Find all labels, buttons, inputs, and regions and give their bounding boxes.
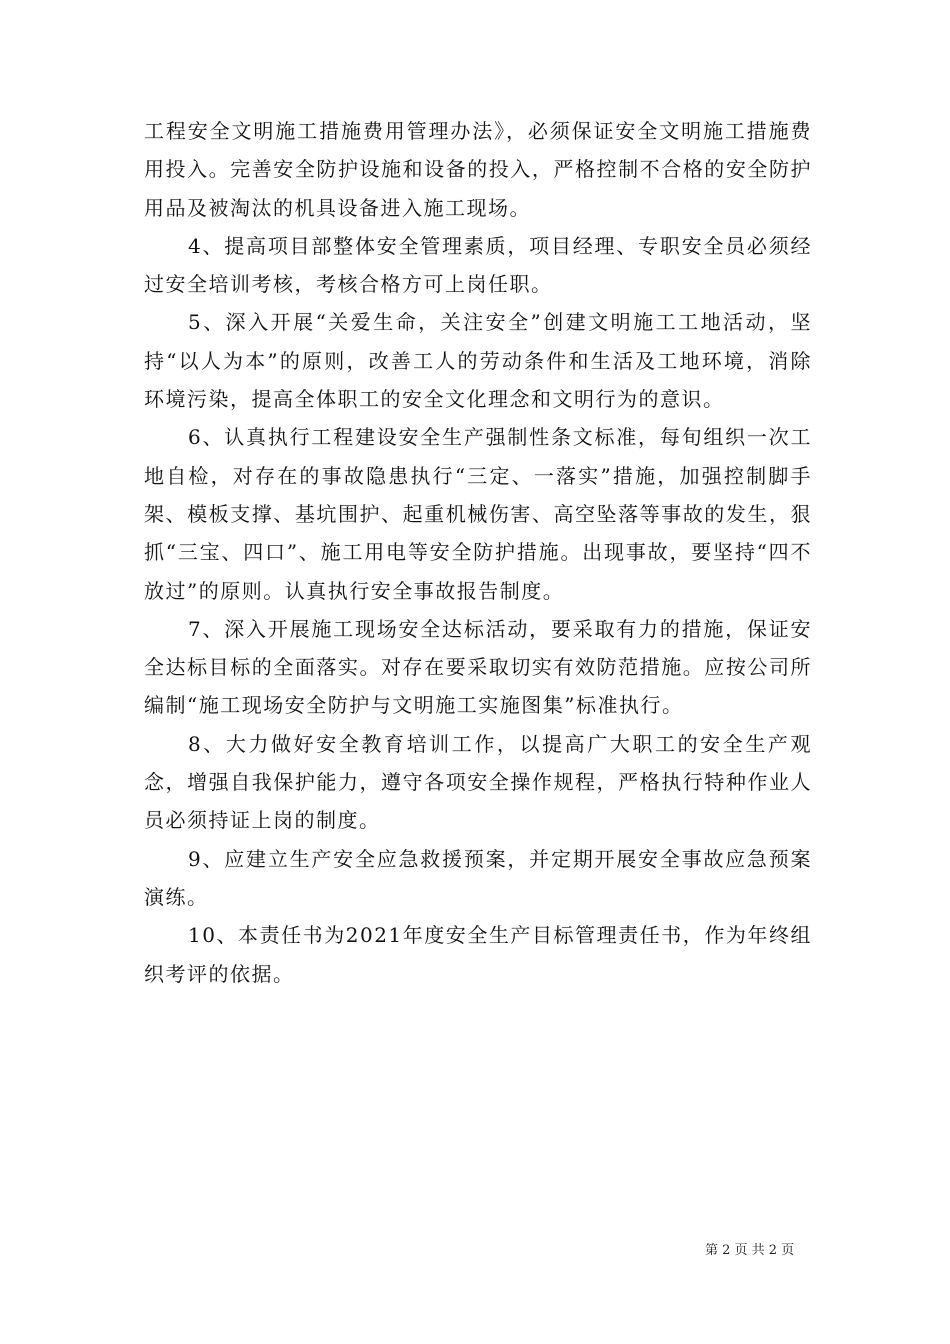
paragraph-item-6: 6、认真执行工程建设安全生产强制性条文标准，每旬组织一次工地自检，对存在的事故隐患执行“三定、一落实”措施，加强控制脚手架、模板支撑、基坑围护、起重机械伤害、高空坠落等事故的发生，狠抓“三宝、四口”、施工用电等安全防护措施。出现事故，要坚持“四不放过”的原则。认真执行安全事故报告制度。 [144,425,812,603]
document-body [144,112,812,993]
paragraph-item-7: 7、深入开展施工现场安全达标活动，要采取有力的措施，保证安全达标目标的全面落实。对存在要采取切实有效防范措施。应按公司所编制“施工现场安全防护与文明施工实施图集”标准执行。 [144,616,812,718]
paragraph-item-10: 10、本责任书为2021年度安全生产目标管理责任书，作为年终组织考评的依据。 [144,923,812,986]
paragraph-item-5: 5、深入开展“关爱生命，关注安全”创建文明施工工地活动，坚持“以人为本”的原则，改善工人的劳动条件和生活及工地环境，消除环境污染，提高全体职工的安全文化理念和文明行为的意识。 [144,310,812,412]
paragraph-item-8: 8、大力做好安全教育培训工作，以提高广大职工的安全生产观念，增强自我保护能力，遵守各项安全操作规程，严格执行特种作业人员必须持证上岗的制度。 [144,731,812,833]
paragraph-continuation: 工程安全文明施工措施费用管理办法》，必须保证安全文明施工措施费用投入。完善安全防护设施和设备的投入，严格控制不合格的安全防护用品及被淘汰的机具设备进入施工现场。 [144,119,812,220]
page-number-footer: 第 2 页 共 2 页 [705,1243,795,1258]
paragraph-item-4: 4、提高项目部整体安全管理素质，项目经理、专职安全员必须经过安全培训考核，考核合格方可上岗任职。 [144,233,812,297]
paragraph-item-9: 9、应建立生产安全应急救援预案，并定期开展安全事故应急预案演练。 [144,846,812,909]
